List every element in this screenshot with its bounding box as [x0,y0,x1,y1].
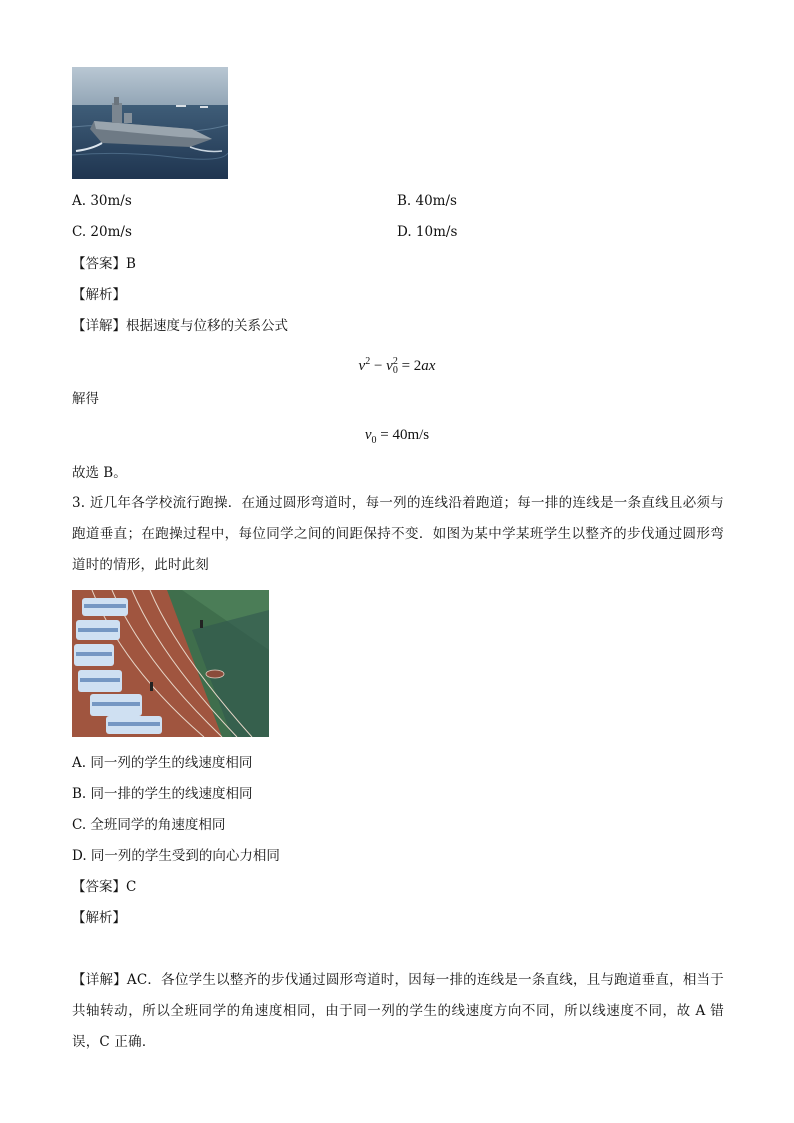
option-a: A. 30m/s [72,193,132,209]
answer-label: 【答案】 [72,256,126,272]
q3-detail [72,965,724,1058]
aircraft-carrier-photo [72,67,228,179]
answer-line [72,255,136,273]
q3-option-a: A. 同一列的学生的线速度相同 [72,755,253,771]
answer-value: B [126,256,136,272]
detail-line [72,317,288,335]
detail-label: 【详解】 [72,318,126,334]
q3-answer-label: 【答案】 [72,879,126,895]
conclusion: 故选 B。 [72,465,127,481]
q3-option-c: C. 全班同学的角速度相同 [72,817,226,833]
detail-text: 根据速度与位移的关系公式 [126,318,288,334]
q3-detail-label: 【详解】 [72,972,127,988]
solve-text: 解得 [72,391,99,407]
running-track-photo [72,590,269,737]
formula-velocity-displacement: $v^2 - v_0^2 = 2ax$ [358,356,436,376]
q3-option-d: D. 同一列的学生受到的向心力相同 [72,848,280,864]
question-3-stem: 3. 近几年各学校流行跑操．在通过圆形弯道时，每一列的连线沿着跑道；每一排的连线是一条直线且必须与跑道垂直；在跑操过程中，每位同学之间的间距保持不变．如图为某中学某班学生以整齐的步伐通过圆形弯道时的情形，此时此刻 [72,495,724,573]
q3-answer-value: C [126,879,137,895]
q3-option-b: B. 同一排的学生的线速度相同 [72,786,253,802]
q3-analysis-label: 【解析】 [72,910,126,926]
option-c: C. 20m/s [72,224,132,240]
option-d: D. 10m/s [397,224,458,240]
formula-result: $v_0 = 40m/s$ [364,427,430,446]
analysis-label: 【解析】 [72,287,126,303]
option-b: B. 40m/s [397,193,457,209]
q3-detail-text: AC．各位学生以整齐的步伐通过圆形弯道时，因每一排的连线是一条直线，且与跑道垂直，相当于共轴转动，所以全班同学的角速度相同，由于同一列的学生的线速度方向不同，所以线速度不同，故 A 错误，C 正确． [72,972,724,1050]
q3-answer-line [72,878,136,896]
